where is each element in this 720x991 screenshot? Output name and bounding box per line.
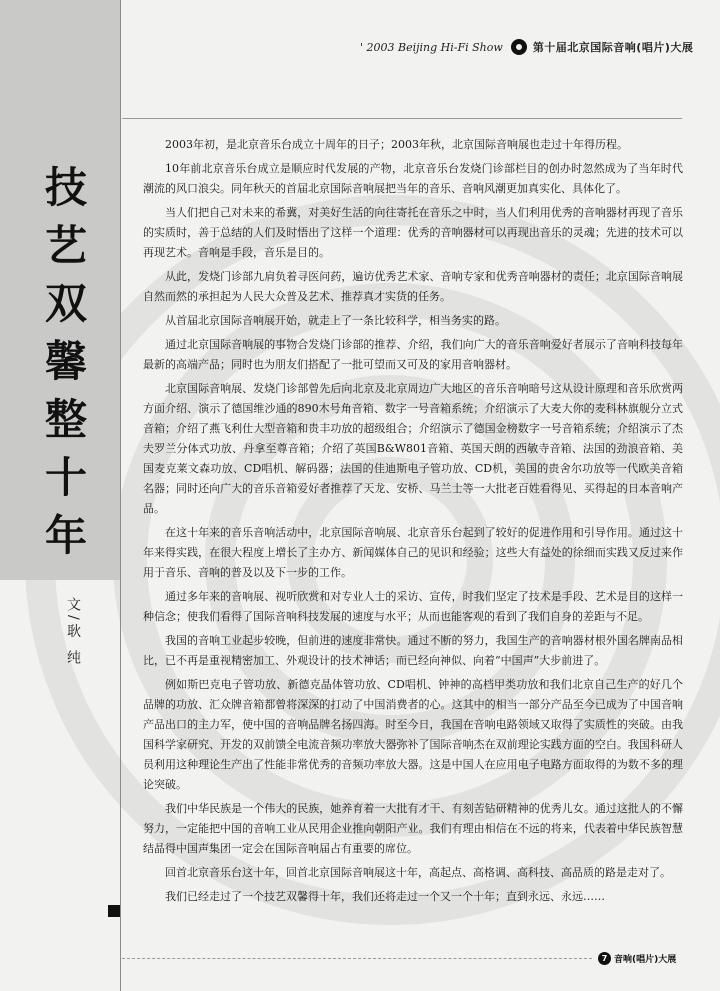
header-event-cn: 第十届北京国际音响(唱片)大展 [532,41,694,54]
vertical-divider [120,0,121,991]
paragraph: 通过多年来的音响展、视听欣赏和对专业人士的采访、宣传，时我们坚定了技术是手段、艺术是目的这样一种信念；使我们看得了国际音响科技发展的速度与水平；从而也能客观的看到了我们自身的差距与不足。 [143,590,683,623]
disc-icon [511,39,527,55]
paragraph: 当人们把自己对未来的希冀，对美好生活的向往寄托在音乐之中时，当人们利用优秀的音响器材再现了音乐的实质时，善于总结的人们及时悟出了这样一个道理：优秀的音响器材可以再现出音乐的灵魂；先进的技术可以再现艺术。音响是手段，音乐是目的。 [143,206,683,259]
paragraph: 从首届北京国际音响展开始，就走上了一条比较科学，相当务实的路。 [165,314,506,327]
paragraph: 10年前北京音乐台成立是顺应时代发展的产物，北京音乐台发烧门诊部栏目的创办时忽然成为了当年时代潮流的风口浪尖。同年秋天的首届北京国际音响展把当年的音乐、音响风潮更加真实化、具体化了。 [143,162,683,195]
paragraph: 回首北京音乐台这十年，回首北京国际音响展这十年，高起点、高格调、高科技、高品质的路是走对了。 [165,866,671,879]
paragraph: 2003年初，是北京音乐台成立十周年的日子；2003年秋，北京国际音响展也走过十年得历程。 [165,138,628,151]
article-body [143,135,683,911]
running-header [360,36,700,58]
footer-publication: 音响(唱片)大展 [614,954,677,965]
paragraph: 我们中华民族是一个伟大的民族，她养育着一大批有才干、有刻苦钻研精神的优秀儿女。通过这批人的不懈努力，一定能把中国的音响工业从民用企业推向朝阳产业。我们有理由相信在不远的将来，代表着中华民族智慧结晶得中国声集团一定会在国际音响届占有重要的席位。 [143,802,683,855]
paragraph: 例如斯巴克电子管功放、新德克晶体管功放、CD唱机、钟神的高档甲类功放和我们北京自己生产的好几个品牌的功放、汇众牌音箱都曾将深深的打动了中国消费者的心。这其中的相当一部分产品至今已成为了中国音响产品出口的主力军，使中国的音响品牌名扬四海。时至今日，我国在音响电路领域又取得了实质性的突破。由我国科学家研究、开发的双前馈全电流音频功率放大器弥补了国际音响杰在双前理论实践方面的空白。我国科研人员利用这种理论生产出了性能非常优秀的音频功率放大器。这是中国人在应用电子电路方面取得的为数不多的理论突破。 [143,678,683,791]
paragraph: 我国的音响工业起步较晚，但前进的速度非常快。通过不断的努力，我国生产的音响器材根外国名牌南品相比，已不再是重视精密加工、外观设计的技术神话；而已经向神似、向着“中国声”大步前进了。 [143,634,683,667]
paragraph: 在这十年来的音乐音响活动中，北京国际音响展、北京音乐台起到了较好的促进作用和引导作用。通过这十年来得实践，在很大程度上增长了主办方、新闻媒体自己的见识和经验；这些大有益处的徐细而实践又反过来作用于音乐、音响的普及以及下一步的工作。 [143,526,683,579]
paragraph: 我们已经走过了一个技艺双馨得十年，我们还将走过一个又一个十年；直到永远、永远…… [165,890,605,903]
end-square-mark [108,905,120,917]
header-rule [122,118,682,119]
footer-rule [122,958,592,959]
page-footer [598,950,676,966]
paragraph: 通过北京国际音响展的事物合发烧门诊部的推荐、介绍，我们向广大的音乐音响爱好者展示了音响科技每年最新的高端产品；同时也为朋友们搭配了一批可望而又可及的家用音响器材。 [143,338,683,371]
article-title: 技艺双馨整十年 [39,165,88,571]
header-event-en: ' 2003 Beijing Hi-Fi Show [360,40,503,54]
author-byline: 文/耿 纯 [65,597,81,669]
paragraph: 北京国际音响展、发烧门诊部曾先后向北京及北京周边广大地区的音乐音响暗号这从设计原理和音乐欣赏两方面介绍、演示了德国维沙通的890木号角音箱、数字一号音箱系统；介绍演示了大麦大你的麦科林旗舰分立式音箱；介绍了燕飞利仕大型音箱和贵丰功放的超级组合；介绍演示了德国金榜数字一号音箱系统；介绍演示了杰夫罗兰分体式功放、丹拿至尊音箱；介绍了英国B&W801音箱、英国天朗的西敏寺音箱、法国的劲浪音箱、美国麦克莱文森功放、CD唱机、解码器；法国的佳迪斯电子管功放、CD机，美国的贵舍尔功放等一代欧美音箱名器；同时还向广大的音乐音箱爱好者推荐了天龙、安桥、马兰士等一大批老百姓看得见、买得起的日本音响产品。 [143,382,683,515]
paragraph: 从此，发烧门诊部九肩负着寻医问药，遍访优秀艺术家、音响专家和优秀音响器材的责任；北京国际音响展自然而然的承担起为人民大众普及艺术、推荐真才实货的任务。 [143,270,683,303]
page-number: 7 [598,952,611,965]
